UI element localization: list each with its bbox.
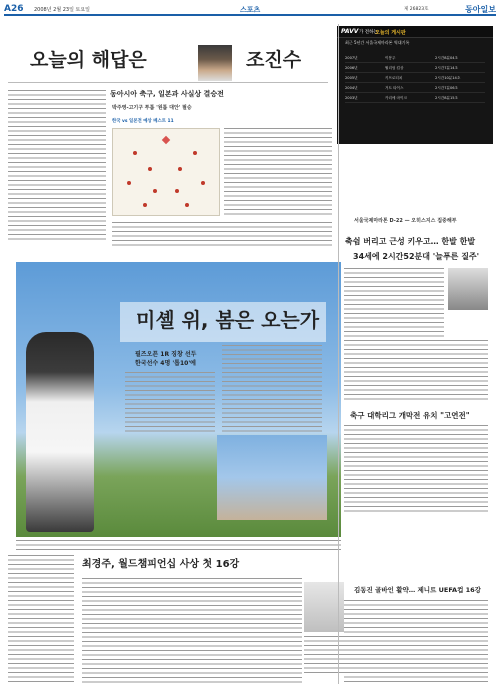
headline-right: 조진수 — [246, 49, 302, 71]
ad-row: 2003년 카리에 마이크 2시간8분15초 — [345, 96, 485, 103]
article-text-bottom — [112, 222, 332, 248]
ad-title: 최근 5년간 서울국제마라톤 역대기록 — [345, 40, 410, 45]
article-text-left — [8, 90, 106, 240]
player-marker — [178, 167, 182, 171]
ad-tagline-accent: 오늘의 게시판 — [375, 30, 406, 36]
ad-row: 2006년 윌리엄 킵상 2시간7분14초 — [345, 66, 485, 73]
ad-tagline: 가 전하는 — [359, 30, 378, 35]
marathon-headline-2: 34세에 2시간52분대 '늘푸른 질주' — [353, 252, 480, 261]
bottom-right-text — [344, 600, 488, 682]
player-marker — [193, 151, 197, 155]
marathon-kicker: 서울국제마라톤 D-22 — 오히스지스 집중해부 — [354, 218, 457, 224]
formation-diagram — [112, 128, 220, 216]
bottom-left-headline: 최경주, 월드챔피언십 사상 첫 16강 — [82, 559, 240, 570]
paper-logo: 동아일보 — [465, 4, 496, 14]
player-marker — [162, 136, 170, 144]
ad-logo: PAVV — [341, 28, 359, 35]
golf-headline: 미셸 위, 봄은 오는가 — [136, 308, 320, 332]
formation-title: 한국 vs 일본전 예상 베스트 11 — [112, 119, 174, 124]
golf-subhead-1: 필즈오픈 1R 징창 선두 — [135, 351, 197, 358]
golf-text-2 — [222, 345, 322, 433]
player-marker — [201, 181, 205, 185]
issue-date: 2008년 2월 23일 토요일 — [34, 7, 91, 13]
photo-caption — [16, 540, 341, 552]
ad-row: 2004년 거트 타이스 2시간7분06초 — [345, 86, 485, 93]
golf-subhead-2: 한국선수 4명 '톱10'에 — [135, 360, 196, 367]
issue-number: 제 26823호 — [404, 7, 429, 12]
page-number: A26 — [4, 4, 24, 14]
marathon-text-2 — [344, 340, 488, 400]
bottom-left-text — [8, 555, 74, 683]
player-marker — [148, 167, 152, 171]
soccer-headline: 축구 대학리그 개막전 유치 "고연전" — [350, 411, 470, 420]
marathon-text — [344, 268, 444, 338]
bottom-right-headline: 김동진 골바인 활약… 제니트 UEFA컵 16강 — [354, 586, 481, 594]
player-marker — [143, 203, 147, 207]
ad-row: 2007년 이봉주 2시간8분04초 — [345, 56, 485, 63]
player-marker — [153, 189, 157, 193]
golfer-figure — [26, 332, 94, 532]
subheadline-1: 동아시아 축구, 일본과 사실상 결승전 — [110, 90, 224, 98]
player-marker — [175, 189, 179, 193]
marathon-headline-1: 축쉼 버리고 근성 키우고… 한발 한발 — [345, 237, 476, 246]
player-photo — [198, 45, 232, 81]
headline-left: 오늘의 해답은 — [30, 49, 147, 71]
player-marker — [127, 181, 131, 185]
article-text-middle — [224, 128, 332, 218]
page-header — [4, 4, 496, 16]
runner-photo — [448, 268, 488, 310]
bottom-left-text-2 — [82, 578, 302, 683]
ad-bar — [337, 26, 493, 38]
player-marker — [185, 203, 189, 207]
divider — [8, 82, 328, 83]
player-marker — [133, 151, 137, 155]
subheadline-2: 박주영-고기구 투톱 '원톱 대안' 필승 — [112, 105, 192, 111]
ad-row: 2005년 키프로티치 2시간10분14초 — [345, 76, 485, 83]
section-name: 스포츠 — [240, 6, 261, 14]
soccer-text — [344, 425, 488, 515]
golf-text-1 — [125, 372, 215, 432]
ad-panel — [337, 26, 493, 144]
golf-inset-photo — [217, 435, 327, 520]
column-divider — [338, 24, 339, 684]
